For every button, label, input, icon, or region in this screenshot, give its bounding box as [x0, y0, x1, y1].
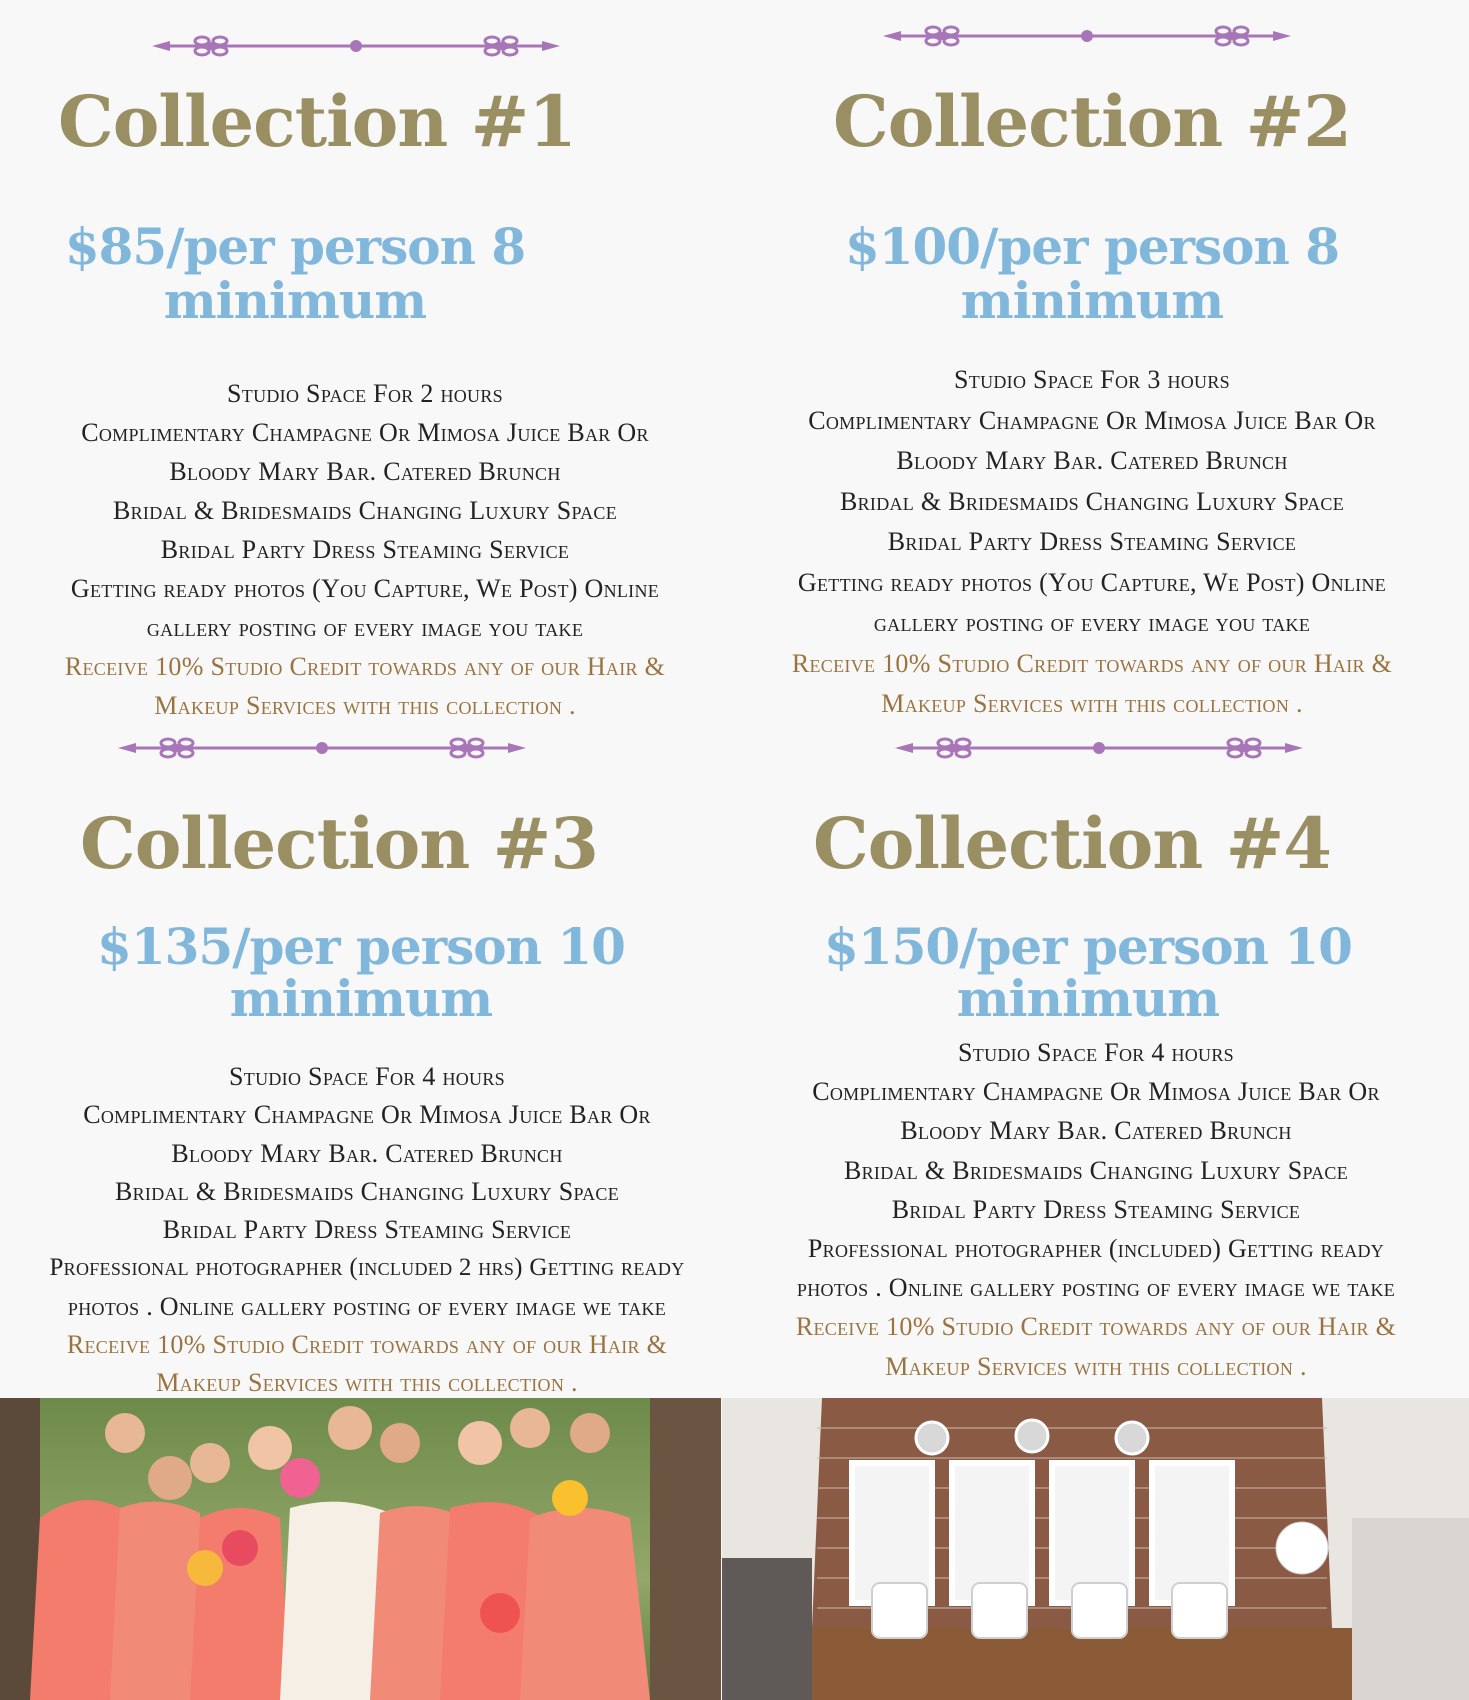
feature-line: Professional photographer (included) Getting ready: [807, 1234, 1385, 1264]
collection-4: [735, 700, 1469, 1398]
feature-line: Getting ready photos (You Capture, We Post) Online: [70, 574, 660, 603]
collection-price-line1: $135/per person 10: [97, 917, 625, 976]
collection-price-line2: minimum: [229, 969, 493, 1028]
collection-title: Collection #4: [813, 802, 1331, 885]
feature-line: gallery posting of every image you take: [873, 608, 1311, 637]
feature-line: Complimentary Champagne Or Mimosa Juice Bar Or: [812, 1077, 1380, 1107]
feature-line: Bridal Party Dress Steaming Service: [162, 1215, 572, 1245]
collection-features: [725, 360, 1459, 725]
collection-features: [0, 1058, 734, 1403]
feature-line: Bridal Party Dress Steaming Service: [160, 535, 570, 564]
feature-line: Studio Space For 4 hours: [958, 1038, 1234, 1067]
feature-line: Professional photographer (included 2 hrs) Getting ready: [49, 1254, 685, 1282]
feature-line: Studio Space For 4 hours: [229, 1062, 505, 1091]
collection-price-line1: $100/per person 8: [844, 217, 1340, 276]
collection-1: [0, 0, 734, 720]
feature-line: Bloody Mary Bar. Catered Brunch: [900, 1116, 1292, 1146]
feature-line: Bridal & Bridesmaids Changing Luxury Space: [114, 1176, 620, 1206]
collection-2: [735, 0, 1469, 718]
ornament-divider-icon: [895, 736, 1315, 760]
collection-price-line2: minimum: [956, 969, 1220, 1028]
credit-line: Receive 10% Studio Credit towards any of our Hair &: [64, 652, 666, 681]
credit-line: Receive 10% Studio Credit towards any of our Hair &: [795, 1312, 1397, 1342]
feature-line: photos . Online gallery posting of every image we take: [67, 1291, 667, 1321]
feature-line: Complimentary Champagne Or Mimosa Juice Bar Or: [83, 1100, 651, 1130]
collection-price-line1: $85/per person 8: [64, 217, 526, 276]
collection-title: Collection #2: [833, 80, 1351, 163]
studio-interior-photo: [722, 1398, 1469, 1700]
feature-line: Bridal Party Dress Steaming Service: [887, 527, 1297, 556]
ornament-divider-icon: [883, 24, 1303, 48]
feature-line: Bridal Party Dress Steaming Service: [891, 1194, 1301, 1224]
feature-line: photos . Online gallery posting of every image we take: [796, 1273, 1396, 1303]
collection-3: [0, 700, 734, 1398]
feature-line: Bridal & Bridesmaids Changing Luxury Space: [839, 486, 1345, 516]
bridal-party-photo: [0, 1398, 721, 1700]
feature-line: Complimentary Champagne Or Mimosa Juice Bar Or: [808, 405, 1376, 435]
ornament-divider-icon: [152, 34, 572, 58]
feature-line: Bridal & Bridesmaids Changing Luxury Space: [112, 496, 618, 525]
credit-line: Receive 10% Studio Credit towards any of our Hair &: [66, 1330, 668, 1360]
credit-line: Makeup Services with this collection .: [154, 691, 576, 720]
collection-price-line1: $150/per person 10: [824, 917, 1352, 976]
collection-price-line2: minimum: [960, 271, 1224, 330]
feature-line: Studio Space For 2 hours: [227, 379, 503, 408]
collection-features: [0, 374, 732, 725]
collection-title: Collection #3: [80, 802, 598, 885]
feature-line: Complimentary Champagne Or Mimosa Juice Bar Or: [81, 418, 649, 447]
feature-line: Bloody Mary Bar. Catered Brunch: [896, 446, 1288, 475]
feature-line: Studio Space For 3 hours: [954, 365, 1230, 394]
feature-line: Getting ready photos (You Capture, We Post) Online: [797, 567, 1387, 597]
credit-line: Makeup Services with this collection .: [881, 689, 1303, 718]
collection-title: Collection #1: [58, 80, 576, 163]
feature-line: Bloody Mary Bar. Catered Brunch: [171, 1138, 563, 1168]
feature-line: Bloody Mary Bar. Catered Brunch: [169, 457, 561, 486]
collection-features: [729, 1033, 1463, 1386]
collection-price-line2: minimum: [163, 271, 427, 330]
credit-line: Makeup Services with this collection .: [156, 1368, 578, 1398]
ornament-divider-icon: [118, 736, 538, 760]
credit-line: Receive 10% Studio Credit towards any of our Hair &: [791, 648, 1393, 678]
feature-line: Bridal & Bridesmaids Changing Luxury Space: [843, 1155, 1349, 1185]
feature-line: gallery posting of every image you take: [146, 613, 584, 642]
credit-line: Makeup Services with this collection .: [885, 1351, 1307, 1381]
